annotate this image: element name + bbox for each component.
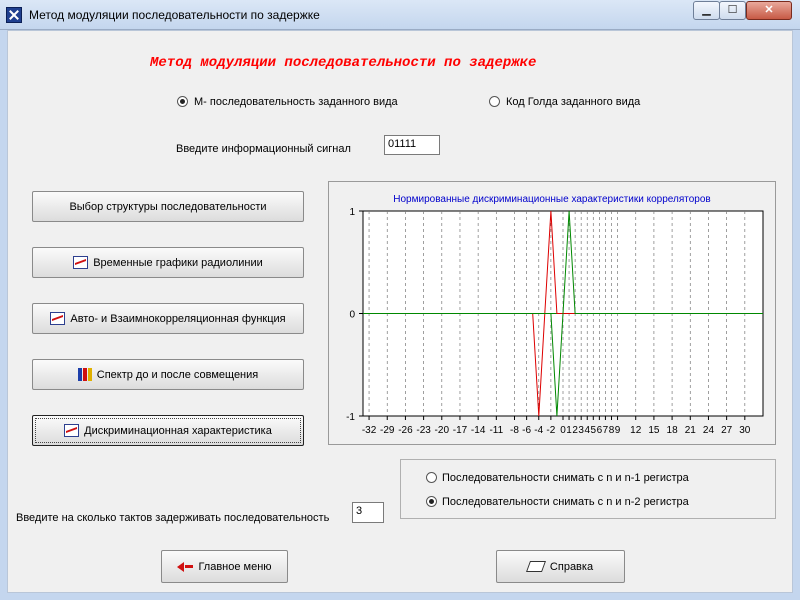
spectrum-button-label: Спектр до и после совмещения [96,368,259,381]
title-bar [0,0,800,30]
chart-icon [64,424,79,437]
book-icon [526,561,546,572]
x-tick-label: -20 [434,425,450,436]
x-tick-label: -32 [361,425,377,436]
x-tick-label: 12 [630,425,642,436]
x-tick-label: 6 [596,425,603,436]
x-tick-label: 1 [566,425,572,436]
chart-title: Нормированные дискриминационные характеристики корреляторов [393,194,711,205]
window-title: Метод модуляции последовательности по задержке [29,8,320,22]
x-tick-label: -6 [522,425,532,436]
back-arrow-shaft [185,565,193,568]
close-button[interactable]: ✕ [746,1,792,20]
x-tick-label: 5 [590,425,597,436]
structure-button-label: Выбор структуры последовательности [69,200,267,213]
correlation-button[interactable] [32,303,304,334]
gold-code-label: Код Голда заданного вида [506,96,641,108]
main-menu-button-label: Главное меню [198,560,272,573]
chart-icon [73,256,88,269]
signal-label: Введите информационный сигнал [176,143,351,155]
y-tick-label: 0 [349,309,355,321]
discriminator-button[interactable] [32,415,304,446]
minimize-button[interactable]: ▁ [693,1,720,20]
correlation-button-label: Авто- и Взаимнокорреляционная функция [70,312,286,325]
x-tick-label: 2 [572,425,578,436]
x-tick-label: 3 [578,425,584,436]
page-title: Метод модуляции последовательности по задержке [150,55,537,71]
spectrum-button[interactable] [32,359,304,390]
y-tick-label: 1 [349,207,355,218]
maximize-button[interactable]: ☐ [719,1,746,20]
x-tick-label: -4 [534,425,544,436]
time-plots-button[interactable] [32,247,304,278]
x-tick-label: -11 [489,425,504,436]
register-n-1-label: Последовательности снимать с n и n-1 регистра [442,472,689,484]
m-sequence-radio[interactable] [177,96,188,107]
delay-input[interactable]: 3 [352,502,384,523]
structure-button[interactable] [32,191,304,222]
x-tick-label: 18 [666,425,678,436]
x-tick-label: -2 [546,425,556,436]
x-tick-label: 21 [684,425,696,436]
help-button-label: Справка [549,560,594,573]
register-n-1-radio[interactable] [426,472,437,483]
register-n-2-radio[interactable] [426,496,437,507]
register-n-2-label: Последовательности снимать с n и n-2 регистра [442,496,689,508]
x-tick-label: -17 [452,425,468,436]
x-tick-label: -14 [470,425,486,436]
x-tick-label: 8 [608,425,615,436]
time-plots-button-label: Временные графики радиолинии [93,256,263,269]
x-tick-label: 0 [560,425,566,436]
back-arrow-icon [177,562,184,572]
x-tick-label: 15 [648,425,660,436]
y-tick-label: -1 [346,412,355,423]
x-tick-label: -23 [416,425,431,436]
gold-code-radio[interactable] [489,96,500,107]
help-button[interactable] [496,550,625,583]
x-tick-label: 30 [739,425,751,436]
chart-canvas [329,182,775,444]
x-tick-label: 7 [602,425,609,436]
m-sequence-label: М- последовательность заданного вида [194,96,398,108]
x-tick-label: 9 [614,425,621,436]
delay-label: Введите на сколько тактов задерживать последовательность [16,512,330,524]
x-tick-label: 27 [721,425,733,436]
x-tick-label: 4 [584,425,591,436]
x-tick-label: -26 [398,425,413,436]
main-menu-button[interactable] [161,550,288,583]
window-frame-right [793,30,800,600]
window-frame-bottom [0,593,800,600]
app-icon [6,7,22,23]
discriminator-chart [328,181,776,445]
x-tick-label: 24 [702,425,715,436]
window-frame-left [0,30,7,600]
signal-input[interactable]: 01111 [384,135,440,155]
chart-icon [50,312,65,325]
discriminator-button-label: Дискриминационная характеристика [84,424,272,437]
spectrum-icon [78,368,92,381]
x-tick-label: -29 [380,425,395,436]
register-options-group [400,459,776,519]
x-tick-label: -8 [510,425,519,436]
